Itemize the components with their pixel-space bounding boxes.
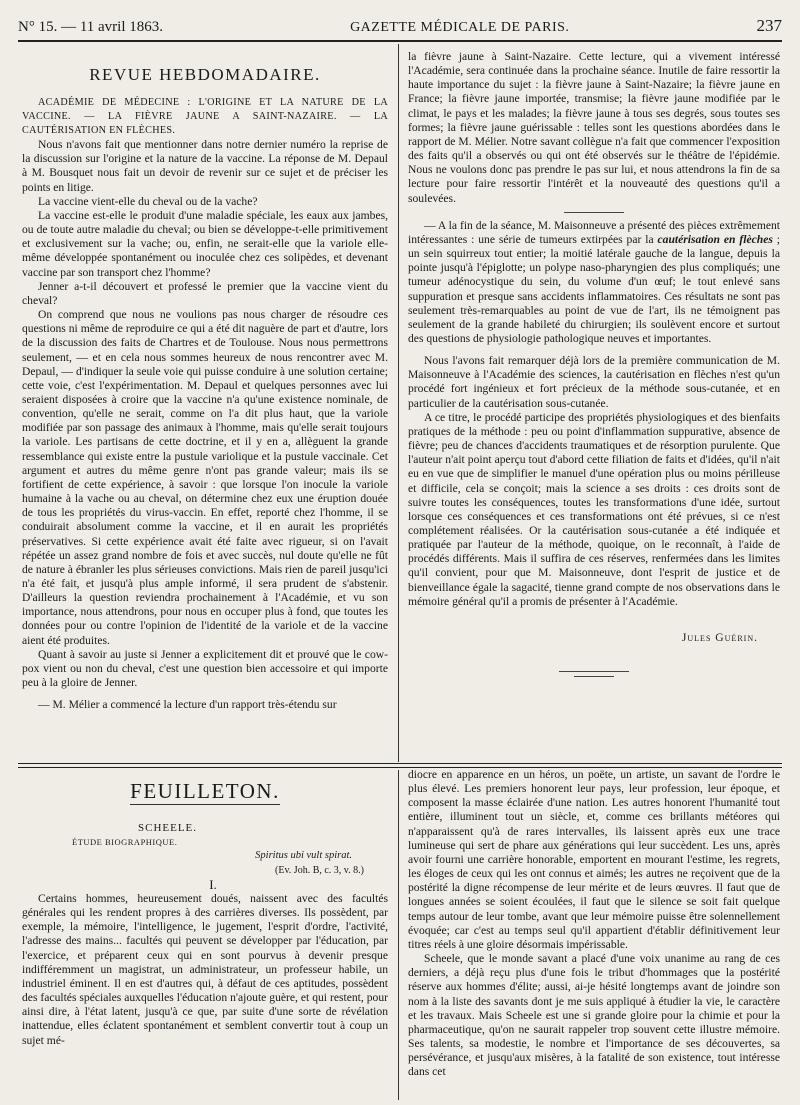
- paragraph: La vaccine vient-elle du cheval ou de la vache?: [38, 194, 258, 208]
- epigraph-reference: (Ev. Joh. B, c. 3, v. 8.): [275, 864, 364, 876]
- paragraph: On comprend que nous ne voulions pas nous charger de résoudre ces questions ni même de reproduire ce qui a été dit naguère de part et d'autre, lors de la discussion des faits de Chartres et de Toulouse. Nous nous permettrons seulement, — et en cela nous sommes heureux de nous rencontrer avec M. Depaul, — d'indiquer la seule voie qui puisse conduire à une solution certaine; cette voie, c'est l'expérimentation. M. Depaul et quelques personnes avec lui seraient disposées à croire que la vaccine n'a qu'une existence nominale, de convention, qu'elle ne serait, comme on l'a dit plus haut, que la variole modifiée par son passage des animaux à l'homme, mais qu'elle serait toujours la variole. Les partisans de cette doctrine, et il y en a, allèguent la grande ressemblance qui existe entre la pustule variolique et la pustule vaccinale. Cet argument et autres du même genre n'ont pas grande valeur; mais ils se fortifient de cette expérience, à savoir : que lorsque l'on inocule la variole humaine à la vache ou au cheval, on détermine chez eux une éruption douée de tous les propriétés du virus-vaccin. En effet, reporté chez l'homme, il se conduirait absolument comme la vaccine, et il en aurait les propriétés préservatives. Si cette expérience avait été faite avec rigueur, si on l'avait répétée un assez grand nombre de fois et avec succès, nul doute qu'elle ne fût de nature à ébranler les plus sérieuses convictions. Mais rien de pareil jusqu'ici n'a été fait, et jusqu'à plus ample informé, il sera prudent de s'abstenir. D'ailleurs la question reviendra prochainement à l'Académie, et vu son importance, nous attendrons, pour nous en occuper plus à fond, que toutes les données pour ou contre l'opinion de l'identité de la variole et de la vaccine aient été produites.: [22, 308, 388, 647]
- issue-number: N° 15. — 11 avril 1863.: [18, 19, 164, 35]
- column-divider: [398, 770, 399, 1100]
- epigraph: Spiritus ubi vult spirat.: [255, 850, 352, 862]
- paragraph: Nous n'avons fait que mentionner dans notre dernier numéro la reprise de la discussion sur l'origine et la nature de la vaccine. La réponse de M. Depaul à M. Bousquet nous fait un devoir de revenir sur ce sujet et de préciser les points en litige.: [22, 138, 388, 194]
- paragraph: La vaccine est-elle le produit d'une maladie spéciale, les eaux aux jambes, ou de toute autre maladie du cheval; ou bien se développe-t-elle primitivement et exclusivement sur la vache; ou, enfin, ne serait-elle que la variole elle-même développée spontanément ou inoculée chez ces solipèdes, et devenant vaccine par son transport chez l'homme?: [22, 208, 388, 279]
- revue-title: REVUE HEBDOMADAIRE.: [89, 65, 321, 84]
- paragraph: A ce titre, le procédé participe des propriétés physiologiques et des bienfaits pratiques de la méthode : peu ou point d'inflammation suppurative, absence de fièvre; peu de chances d'accidents traumatiques et de résorption purulente. Que l'auteur n'ait point aperçu tout d'abord cette filiation de faits et d'idées, qu'il n'ait eu en vue que de simplifier le manuel d'une opération plus ou moins périlleuse et difficile, cela se conçoit; mais la science a ses droits : ces droits sont de suivre toutes les conséquences, toutes les transformations d'une idée, surtout lorsque ces conséquences et ces transformations ont été prévues, si ce n'est complétement réalisées. Or la cautérisation sous-cutanée a été indiquée et pratiquée par l'auteur de la méthode, quoique, on le reconnaît, à l'aide de procédés différents. Mais il suffira de ces réserves, renfermées dans les limites qu'il convient, pour que M. Maisonneuve, dont l'esprit de justice et de bienveillance égale la sagacité, tienne grand compte de nos observations dans le mémoire général qu'il a promis de présenter à l'Académie.: [408, 410, 780, 608]
- emphasis: cautérisation en flèches: [657, 232, 773, 246]
- paragraph: diocre en apparence en un héros, un poëte, un artiste, un savant de l'ordre le plus élevé. Les premiers honorent leur pays, leur profession, leur époque, et composent la masse éclairée d'une nation. Les autres honorent l'humanité tout entière, illuminent tout un siècle, et, comme ces brillants météores qui n'apparaissent qu'à de rares intervalles, ils laissent après eux une trace lumineuse qui sert de phare aux générations qui leur succèdent. Les uns, après avoir fourni une carrière honorable, emportent en mourant l'estime, les regrets, les éloges de ceux qui les ont connus et aimés; les autres ne reçoivent que de la postérité la digne récompense de leur mérite et de leurs œuvres. Il faut que de longues années se soient écoulées, il faut que le silence se soit fait quelque temps autour de leur tombe, avant que leur mémoire puisse être solennellement évoquée; car c'est au temps seul qu'il appartient d'établir définitivement leur titres réels à une gloire désormais impérissable.: [408, 768, 780, 951]
- paragraph: Nous l'avons fait remarquer déjà lors de la première communication de M. Maisonneuve à l'Académie des sciences, la cautérisation en flèches n'est qu'un procédé fort ingénieux et fort précieux de la méthode sous-cutanée, et en particulier de la cautérisation sous-cutanée.: [408, 354, 780, 410]
- article-subtitle: ÉTUDE BIOGRAPHIQUE.: [72, 837, 178, 848]
- signature: Jules Guérin.: [681, 630, 758, 644]
- paragraph: Quant à savoir au juste si Jenner a explicitement dit et prouvé que le cow-pox vient ou non du cheval, c'est une question bien accessoire et qui importe peu à la gloire de Jenner.: [22, 647, 388, 690]
- title-rule: [130, 804, 280, 805]
- section-number: I.: [209, 876, 217, 892]
- separator: [564, 212, 624, 213]
- page-header: [18, 10, 782, 42]
- revue-subtitle: ACADÉMIE DE MÉDECINE : L'ORIGINE ET LA NATURE DE LA VACCINE. — LA FIÈVRE JAUNE A SAINT-NAZAIRE. — LA CAUTÉRISATION EN FLÈCHES.: [22, 97, 388, 137]
- paragraph: la fièvre jaune à Saint-Nazaire. Cette lecture, qui a vivement intéressé l'Académie, sera continuée dans la prochaine séance. Inutile de faire ressortir la haute importance du sujet : la fièvre jaune à Saint-Nazaire; la fièvre jaune en France; la fièvre jaune importée, transmise; la fièvre jaune modifiée par le climat, le pays et les malades; la fièvre jaune à tous ses degrés, sous toutes ses formes; la fièvre jaune guérissable : telles sont les questions abordées dans le rapport de M. Mélier. Notre savant collègue n'a fait que commencer l'exposition des faits qu'il a observés ou qui ont été observés sur le théâtre de l'épidémie. Nous ne voulons donc pas prendre le pas sur lui, et nous attendrons la fin de sa lecture pour faire ressortir l'intérêt et la nouveauté des questions qu'il a soulevées.: [408, 50, 780, 205]
- article-title: SCHEELE.: [138, 822, 198, 835]
- feuilleton-title: FEUILLETON.: [130, 779, 280, 803]
- text-run: — A la fin de la séance, M. Maisonneuve a présenté des pièces extrêmement intéressantes : une série de tumeurs extirpées par la: [408, 218, 780, 246]
- page-number: 237: [756, 16, 782, 35]
- end-rule: [559, 671, 629, 672]
- paragraph: Certains hommes, heureusement doués, naissent avec des facultés générales qui les rendent propres à des carrières diverses. Ils possèdent, par exemple, la mémoire, l'intelligence, le jugement, l'esprit d'ordre, l'activité, l'adresse des mains... facultés qui peuvent se développer par l'éducation, par l'exercice, et préparent ceux qui en sont pourvus à devenir presque indifféremment un magistrat, un administrateur, un professeur habile, un industriel éminent. Il en est d'autres qui, à défaut de ces aptitudes, possèdent des facultés spéciales auxquelles l'éducation n'ajoute guère, et qui restent, pour ainsi dire, à l'état latent, jusqu'à ce que, par suite d'une sorte de révélation inattendue, elles éclatent spontanément et semblent convertir tout à coup un sujet mé-: [22, 891, 388, 1047]
- revue-right-column: [408, 50, 780, 677]
- paragraph: — M. Mélier a commencé la lecture d'un rapport très-étendu sur: [38, 698, 337, 712]
- end-rule: [574, 676, 614, 677]
- paragraph: [408, 219, 780, 346]
- journal-title: GAZETTE MÉDICALE DE PARIS.: [350, 20, 570, 35]
- text-run: ; un sein squirreux tout entier; la moitié latérale gauche de la langue, depuis la pointe jusqu'à l'épiglotte; un polype naso-pharyngien des plus compliqués; une tumeur adénocystique du sein, du volume d'un œuf; le tout enlevé sans suppuration et presque sans accidents inflammatoires. Ces résultats ne sont pas seulement très-remarquables au point de vue de l'art, ils ne témoignent pas seulement de la grande habileté du chirurgien; ils soulèvent encore et surtout des questions de physiologie pathologique neuves et importantes.: [408, 232, 781, 345]
- paragraph: Scheele, que le monde savant a placé d'une voix unanime au rang de ces derniers, a déjà reçu plus d'une fois le tribut d'hommages que la postérité réserve aux hommes d'élite; aussi, ai-je hésité longtemps avant de joindre son nom à la liste des savants dont je me suis appliqué à étudier la vie, le caractère et les travaux. Mais Scheele est une si grande gloire pour la chimie et pour la pharmaceutique, qu'on ne saurait rappeler trop souvent cette illustre mémoire. Ses talents, sa modestie, le nombre et l'importance de ses découvertes, sa persévérance, et jusqu'aux misères, à la fatalité de son existence, tout intéresse dans cet: [408, 952, 780, 1079]
- column-divider: [398, 44, 399, 762]
- revue-left-column: [22, 54, 388, 712]
- feuilleton-left-column: [22, 772, 388, 1048]
- feuilleton-right-column: [408, 768, 780, 1079]
- paragraph: Jenner a-t-il découvert et professé le premier que la vaccine vient du cheval?: [22, 279, 388, 307]
